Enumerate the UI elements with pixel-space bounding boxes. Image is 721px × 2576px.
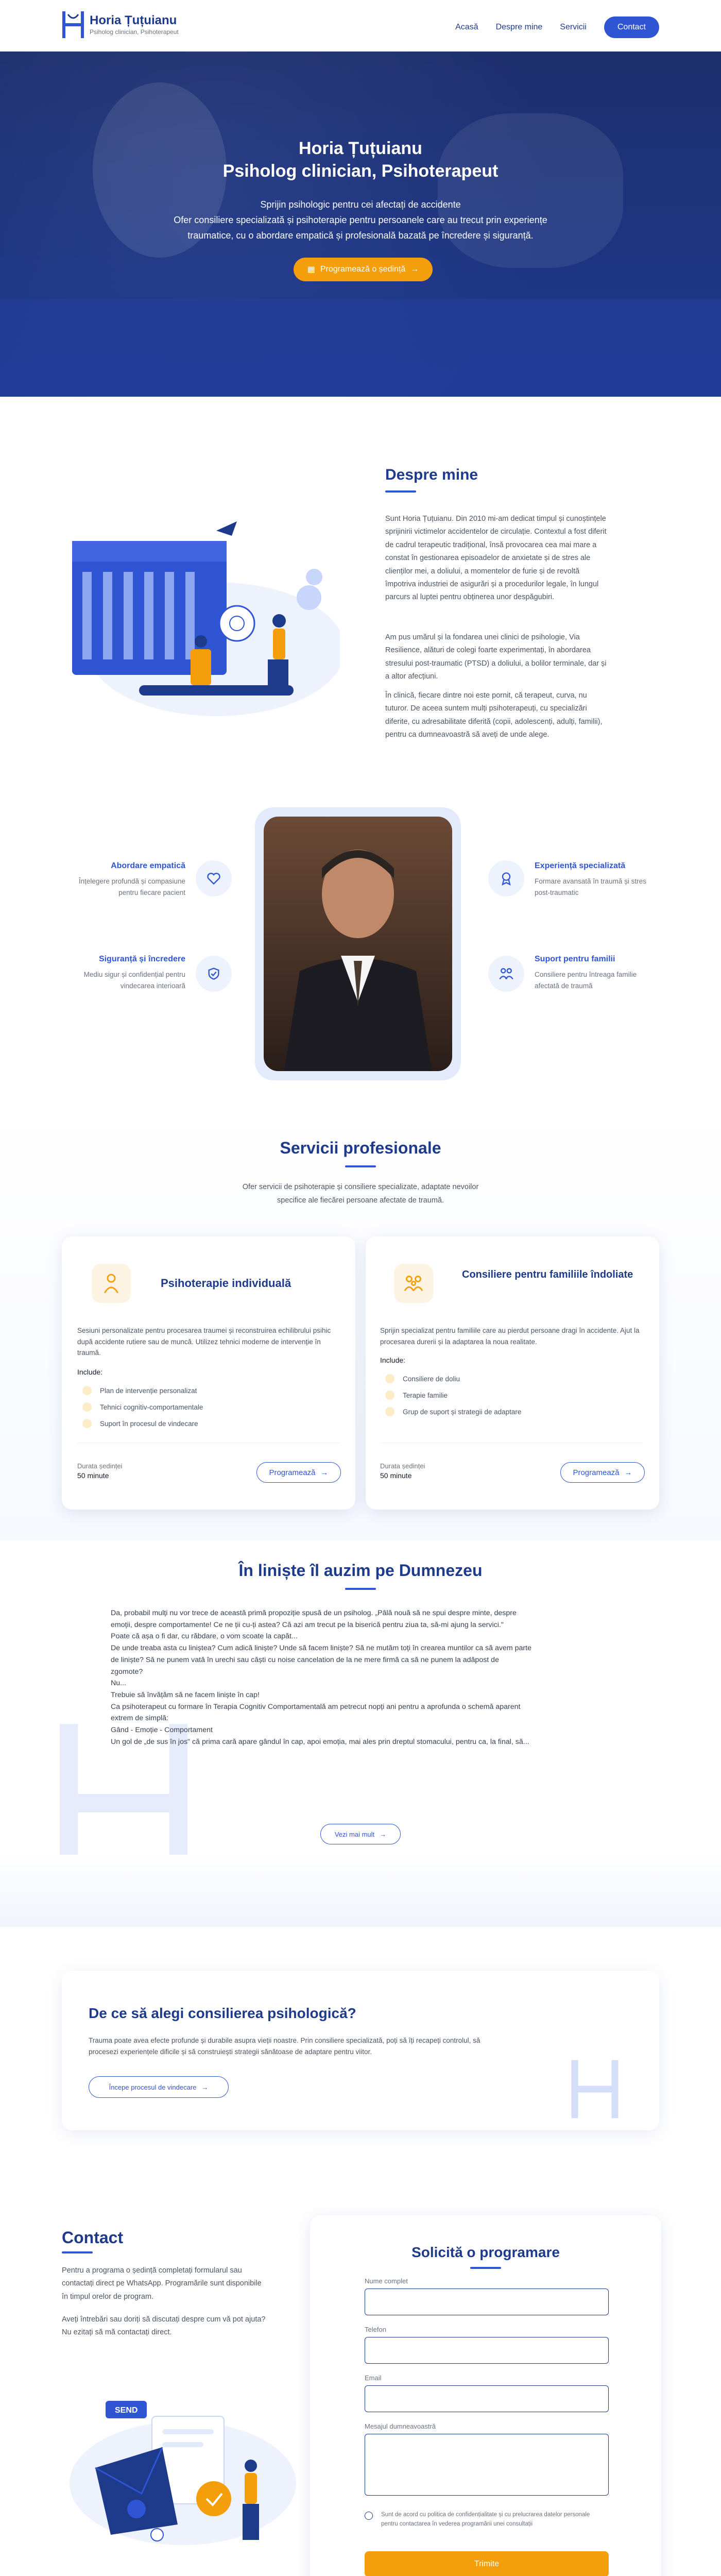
consent-text: Sunt de acord cu politica de confidențialitate și cu prelucrarea datelor personale pentru contactarea în vederea programării unei consultații xyxy=(381,2512,590,2528)
brand-name: Horia Țuțuianu xyxy=(90,13,177,27)
story-title: În liniște îl auzim pe Dumnezeu xyxy=(238,1561,483,1580)
list-item: Terapie familie xyxy=(385,1391,448,1400)
illustration-send-label: SEND xyxy=(115,2406,138,2415)
brand-tagline: Psiholog clinician, Psihoterapeut xyxy=(90,28,179,36)
list-item: Suport în procesul de vindecare xyxy=(82,1419,198,1428)
heart-icon xyxy=(196,860,232,896)
hero-book-label: Programează o ședință xyxy=(320,265,406,274)
arrow-right-icon: → xyxy=(320,1468,329,1477)
why-watermark-logo xyxy=(566,2056,623,2123)
list-item: Grup de suport și strategii de adaptare xyxy=(385,1407,521,1416)
phone-label: Telefon xyxy=(365,2326,386,2333)
phone-field[interactable] xyxy=(365,2337,609,2364)
hero-title: Horia Țuțuianu xyxy=(299,139,422,158)
nav-item-services[interactable]: Servicii xyxy=(560,23,587,31)
arrow-right-icon: → xyxy=(410,265,419,274)
logo-icon xyxy=(62,9,84,40)
story-body: Da, probabil mulți nu vor trece de această primă propoziție spusă de un psiholog. „Pâlă nouă să ne spui despre minte, despre emoții, despre comportamente! Ce ne ții cu-ți astea? Că azi am trecut pe la biserică pentru ziua ta, să-mi ajung la servici." Poate că așa o fi dar, cu răbdare, o vom scoate la capăt... De unde treaba asta cu liniștea? Cum adică liniște? Unde să facem liniște? Să ne mutăm toți în crearea muntilor ca să avem parte de liniște? Să ne punem vată în urechi sau căști cu noise cancelation de la ne mere firmă ca să ne punem la adăpost de zgomote? Nu... Trebuie să învățăm să ne facem liniște în cap! Ca psihoterapeut cu formare în Terapia Cognitiv Comportamentală am petrecut nopți ani pentru a aprofunda o schemă aparent extrem de simplă: Gând - Emoție - Comportament Un gol de „de sus în jos" că prima cară apare gândul în cap, apoi emoția, mai ales prin dreptul stomacului, pentru ca, la final, să... xyxy=(111,1609,531,1746)
service-title: Consiliere pentru familiile îndoliate xyxy=(462,1269,633,1280)
arrow-right-icon: → xyxy=(624,1468,632,1477)
list-item: Tehnici cognitiv-comportamentale xyxy=(82,1402,203,1412)
services-intro: Ofer servicii de psihoterapie și consiliere specializate, adaptate nevoilor xyxy=(242,1183,479,1191)
contact-paragraph: Aveți întrebări sau doriți să discutați despre cum vă pot ajuta? Nu ezitați să mă contactați direct. xyxy=(62,2315,266,2337)
list-item: Consiliere de doliu xyxy=(385,1374,460,1383)
logo[interactable] xyxy=(62,9,179,40)
bullet-icon xyxy=(82,1386,92,1395)
hero-book-button[interactable] xyxy=(294,258,433,281)
main-nav xyxy=(455,16,659,38)
service-include-label: Include: xyxy=(380,1356,406,1364)
award-icon xyxy=(488,860,524,896)
name-field[interactable] xyxy=(365,2289,609,2315)
why-text: Trauma poate avea efecte profunde și durabile asupra vieții noastre. Prin consiliere specializată, poți să îți recapeți controlul, să xyxy=(89,2037,480,2044)
about-title: Despre mine xyxy=(385,466,478,483)
about-title-underline xyxy=(385,490,416,493)
why-start-button[interactable]: Începe procesul de vindecare → xyxy=(89,2076,229,2098)
service-duration-label: Durata ședinței xyxy=(380,1462,425,1470)
bullet-icon xyxy=(385,1391,394,1400)
service-duration-label: Durata ședinței xyxy=(77,1462,123,1470)
about-paragraph: În clinică, fiecare dintre noi este pornit, că terapeut, curva, nu tuturor. De aceea suntem mulți psihoterapeuți, cu specializări diferite, cu adresabilitate diferită (copii, adolescenți, adulți, familii), pentru ca dumneavoastră să aveți de unde alege. xyxy=(385,691,603,739)
service-book-button[interactable]: Programează → xyxy=(560,1462,645,1483)
portrait-person xyxy=(264,817,452,1071)
services-intro: specifice ale fiecărei persoane afectate de traumă. xyxy=(277,1196,444,1205)
shield-check-icon xyxy=(196,956,232,992)
service-title: Psihoterapie individuală xyxy=(161,1277,291,1290)
email-field[interactable] xyxy=(365,2385,609,2412)
feature-title: Abordare empatică xyxy=(111,861,185,870)
feature-title: Siguranță și încredere xyxy=(98,955,185,963)
feature-desc: Formare avansată în traumă și stres post-traumatic xyxy=(535,877,646,896)
bullet-icon xyxy=(385,1374,394,1383)
service-duration: 50 minute xyxy=(77,1471,109,1480)
why-text: procesezi experiențele dificile și să construiești strategii sănătoase de adaptare pentru viitor. xyxy=(89,2048,372,2056)
list-item: Plan de intervenție personalizat xyxy=(82,1386,197,1395)
person-icon xyxy=(92,1264,131,1303)
contact-paragraph: Pentru a programa o ședință completați formularul sau contactați direct pe WhatsApp. Programările sunt disponibile în timpul orelor de program. xyxy=(62,2266,262,2301)
service-include-label: Include: xyxy=(77,1368,103,1376)
service-book-button[interactable]: Programează → xyxy=(256,1462,341,1483)
service-desc: Sesiuni personalizate pentru procesarea traumei și reconstruirea echilibrului psihic după accidente rutiere sau de muncă. Utilizez tehnici moderne de intervenție în traumă. xyxy=(77,1327,331,1357)
story-read-more-button[interactable]: Vezi mai mult → xyxy=(320,1824,401,1844)
bullet-icon xyxy=(82,1419,92,1428)
consent-checkbox[interactable] xyxy=(365,2512,373,2520)
contact-title-underline xyxy=(62,2251,93,2253)
hero-subtitle: Psiholog clinician, Psihoterapeut xyxy=(222,161,499,181)
arrow-right-icon: → xyxy=(201,2083,209,2091)
feature-title: Experiență specializată xyxy=(535,861,626,870)
feature-title: Suport pentru familii xyxy=(535,955,615,963)
service-desc: Sprijin specializat pentru familiile care au pierdut persoane dragi în accidente. Ajut la procesarea durerii și la adaptarea la noua realitate. xyxy=(380,1327,640,1346)
hero xyxy=(0,52,721,397)
feature-desc: Mediu sigur și confidențial pentru vindecarea interioară xyxy=(83,971,185,990)
arrow-right-icon: → xyxy=(380,1830,387,1838)
hero-text-line: Sprijin psihologic pentru cei afectați de accidente xyxy=(260,199,461,210)
hero-text-line: Ofer consiliere specializată și psihoterapie pentru persoanele care au trecut prin experiențe xyxy=(174,215,547,225)
family-icon xyxy=(394,1264,433,1303)
contact-illustration xyxy=(59,2380,301,2555)
bullet-icon xyxy=(385,1407,394,1416)
message-field[interactable] xyxy=(365,2434,609,2496)
submit-button[interactable]: Trimite xyxy=(365,2551,609,2576)
contact-title: Contact xyxy=(62,2228,124,2247)
why-title: De ce să alegi consilierea psihologică? xyxy=(89,2005,356,2021)
message-label: Mesajul dumneavoastră xyxy=(365,2422,436,2430)
about-paragraph: Am pus umărul și la fondarea unei clinici de psihologie, Via Resilience, alături de colegi foarte experimentați, în abordarea stresului post-traumatic (PTSD) a doliului, a bolilor terminale, dar și a altor afecțiuni. xyxy=(385,633,607,681)
story-title-underline xyxy=(345,1588,376,1590)
site-header xyxy=(0,0,721,52)
bullet-icon xyxy=(82,1402,92,1412)
about-illustration xyxy=(62,495,340,716)
feature-desc: Înțelegere profundă și compasiune pentru fiecare pacient xyxy=(78,877,185,896)
nav-contact-button[interactable]: Contact xyxy=(604,16,659,38)
hero-text-line: traumatice, cu o abordare empatică și profesională bazată pe încredere și siguranță. xyxy=(187,230,534,241)
section-fade xyxy=(0,1855,721,1927)
nav-item-home[interactable]: Acasă xyxy=(455,23,478,31)
name-label: Nume complet xyxy=(365,2277,408,2285)
nav-item-about[interactable]: Despre mine xyxy=(495,23,543,31)
service-duration: 50 minute xyxy=(380,1471,412,1480)
hero-background-figure xyxy=(438,113,623,268)
form-title-underline xyxy=(470,2267,501,2269)
services-title: Servicii profesionale xyxy=(280,1139,441,1157)
services-title-underline xyxy=(345,1165,376,1167)
form-title: Solicită o programare xyxy=(411,2244,560,2260)
about-paragraph: Sunt Horia Țuțuianu. Din 2010 mi-am dedicat timpul și cunoștințele sprijinirii victimelor accidentelor de circulație. Contextul a fost diferit de cadrul terapeutic tradițional, însă provocarea cea mai mare a constat în gestionarea episoadelor de anxietate și de stres ale clienților mei, a doliului, a momentelor de furie și de revoltă împotriva industriei de asigurări și a procedurilor legale, în lungul parcurs al luptei pentru obținerea unor despăgubiri. xyxy=(385,515,607,602)
hero-background-table xyxy=(0,299,721,397)
family-icon xyxy=(488,956,524,992)
email-label: Email xyxy=(365,2374,382,2382)
feature-desc: Consiliere pentru întreaga familie afectată de traumă xyxy=(535,971,637,990)
calendar-icon: ▦ xyxy=(307,265,315,274)
